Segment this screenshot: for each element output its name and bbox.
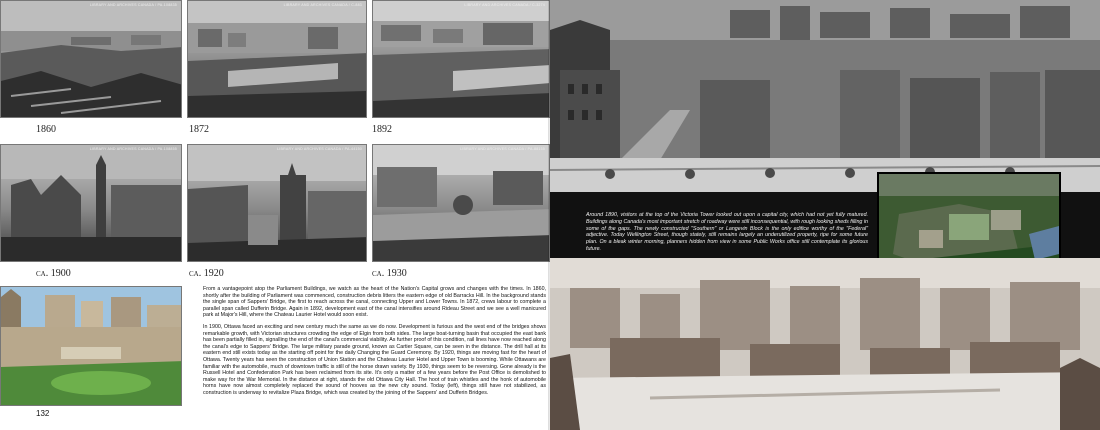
photo-credit: LIBRARY AND ARCHIVES CANADA / C-3274 [464, 3, 545, 7]
photo-credit: LIBRARY AND ARCHIVES CANADA / PA-108835 [89, 3, 177, 7]
caption-year-value: 1900 [50, 268, 71, 279]
photo-1872 [187, 0, 367, 118]
right-page [550, 0, 1100, 430]
caption-1930 [372, 268, 407, 279]
photo-1920 [187, 144, 367, 262]
photo-today-image [1, 287, 182, 406]
photo-1900-image [1, 145, 182, 262]
body-paragraph-1: From a vantagepoint atop the Parliament Buildings, we watch as the heart of the Nation's Capital grows and changes with the times. In 1860, shortly after the building of Parliament was commenced, construction debris litters the eastern edge of old Barracks Hill. In the background stands the single span of Sappers' Bridge, the first to reach across the canal, connecting Upper and Lower Towns. In 1872, crews labour to complete a parallel span called Dufferin Bridge. Again in 1892, development east of the canal intensifies around Rideau Street and we see a well manicured park at Major's Hill, where the Chateau Laurier Hotel would soon exist. [203, 286, 546, 319]
caption-1872: 1872 [189, 124, 209, 135]
caption-1892: 1892 [372, 124, 392, 135]
photo-1920-image [188, 145, 367, 262]
caption-year-value: 1920 [203, 268, 224, 279]
caption-year-value: 1930 [386, 268, 407, 279]
caption-1860: 1860 [36, 124, 56, 135]
caption-circa: ca. [36, 268, 49, 279]
photo-panorama-1890-image [550, 0, 1100, 192]
photo-credit: LIBRARY AND ARCHIVES CANADA / C-883 [283, 3, 362, 7]
photo-1892 [372, 0, 550, 118]
panorama-caption: Around 1890, visitors at the top of the Victoria Tower looked out upon a capital city, which had not yet fully matured. Buildings along Canada's most important stretch of roadway were still inconsequential, with rough looking sheds filling in some of the gaps. The newly constructed "Southern" or Langevin Block is the only edifice worthy of the "Federal" adjective. Today Wellington Street, though stately, still remains largely an underutilized property, ripe for some future plan. On a bleak winter morning, planners hidden from view in some Public Works office still contemplate its glorious future. [586, 212, 868, 252]
photo-panorama-1890 [550, 0, 1100, 192]
body-paragraph-2: In 1900, Ottawa faced an exciting and new century much the same as we do now. Development is furious and the west end of the bridges shows remarkable growth, with Victorian structures crowding the edge of Elgin from both sides. The large boat-turning basin that occupied the east bank has been partially filled in, signalling the end of the canal's commercial viability. As further proof of this condition, rail lines have now reached along the canal's edge to Sappers' Bridge. The large military parade ground, known as Cartier Square, can be seen in the distance. The drill hall at its eastern end still exists today as the starting off point for the daily Changing the Guard Ceremony. By 1920, things are moving fast for the heart of Ottawa. Twenty years has seen the construction of Union Station and the Chateau Laurier Hotel and Upper Town is booming. While Ottawans are familiar with the automobile, much of downtown traffic is still of the horse drawn variety. By 1930, things seem to be reversing. Gone already is the Russell Hotel and Confederation Park has been reclaimed from its site. It's only a matter of a few years before the Post Office is demolished to make way for the War Memorial. In the distance at right, stands the old Ottawa City Hall. The hoot of train whistles and the honk of automobile horns have now almost completely replaced the sound of hooves as the new city sound. Today (left), things still have not stabilized, as construction is underway to revitalize Plaza Bridge, which was created by the joining of the Sappers' and Dufferin Bridges. [203, 323, 546, 396]
photo-1860-image [1, 1, 182, 118]
photo-today [0, 286, 182, 406]
photo-1892-image [373, 1, 550, 118]
photo-1930 [372, 144, 550, 262]
caption-circa: ca. [372, 268, 385, 279]
photo-winter-today [550, 258, 1100, 430]
photo-credit: LIBRARY AND ARCHIVES CANADA / PA-108855 [89, 147, 177, 151]
photo-1930-image [373, 145, 550, 262]
photo-1860 [0, 0, 182, 118]
body-text [203, 286, 546, 397]
photo-credit: LIBRARY AND ARCHIVES CANADA / PA-44150 [277, 147, 362, 151]
caption-1920 [189, 268, 224, 279]
caption-1900 [36, 268, 71, 279]
photo-1900 [0, 144, 182, 262]
photo-1872-image [188, 1, 367, 118]
photo-winter-today-image [550, 258, 1100, 430]
photo-credit: LIBRARY AND ARCHIVES CANADA / PA-88155 [460, 147, 545, 151]
page-number: 132 [36, 409, 50, 418]
caption-circa: ca. [189, 268, 202, 279]
